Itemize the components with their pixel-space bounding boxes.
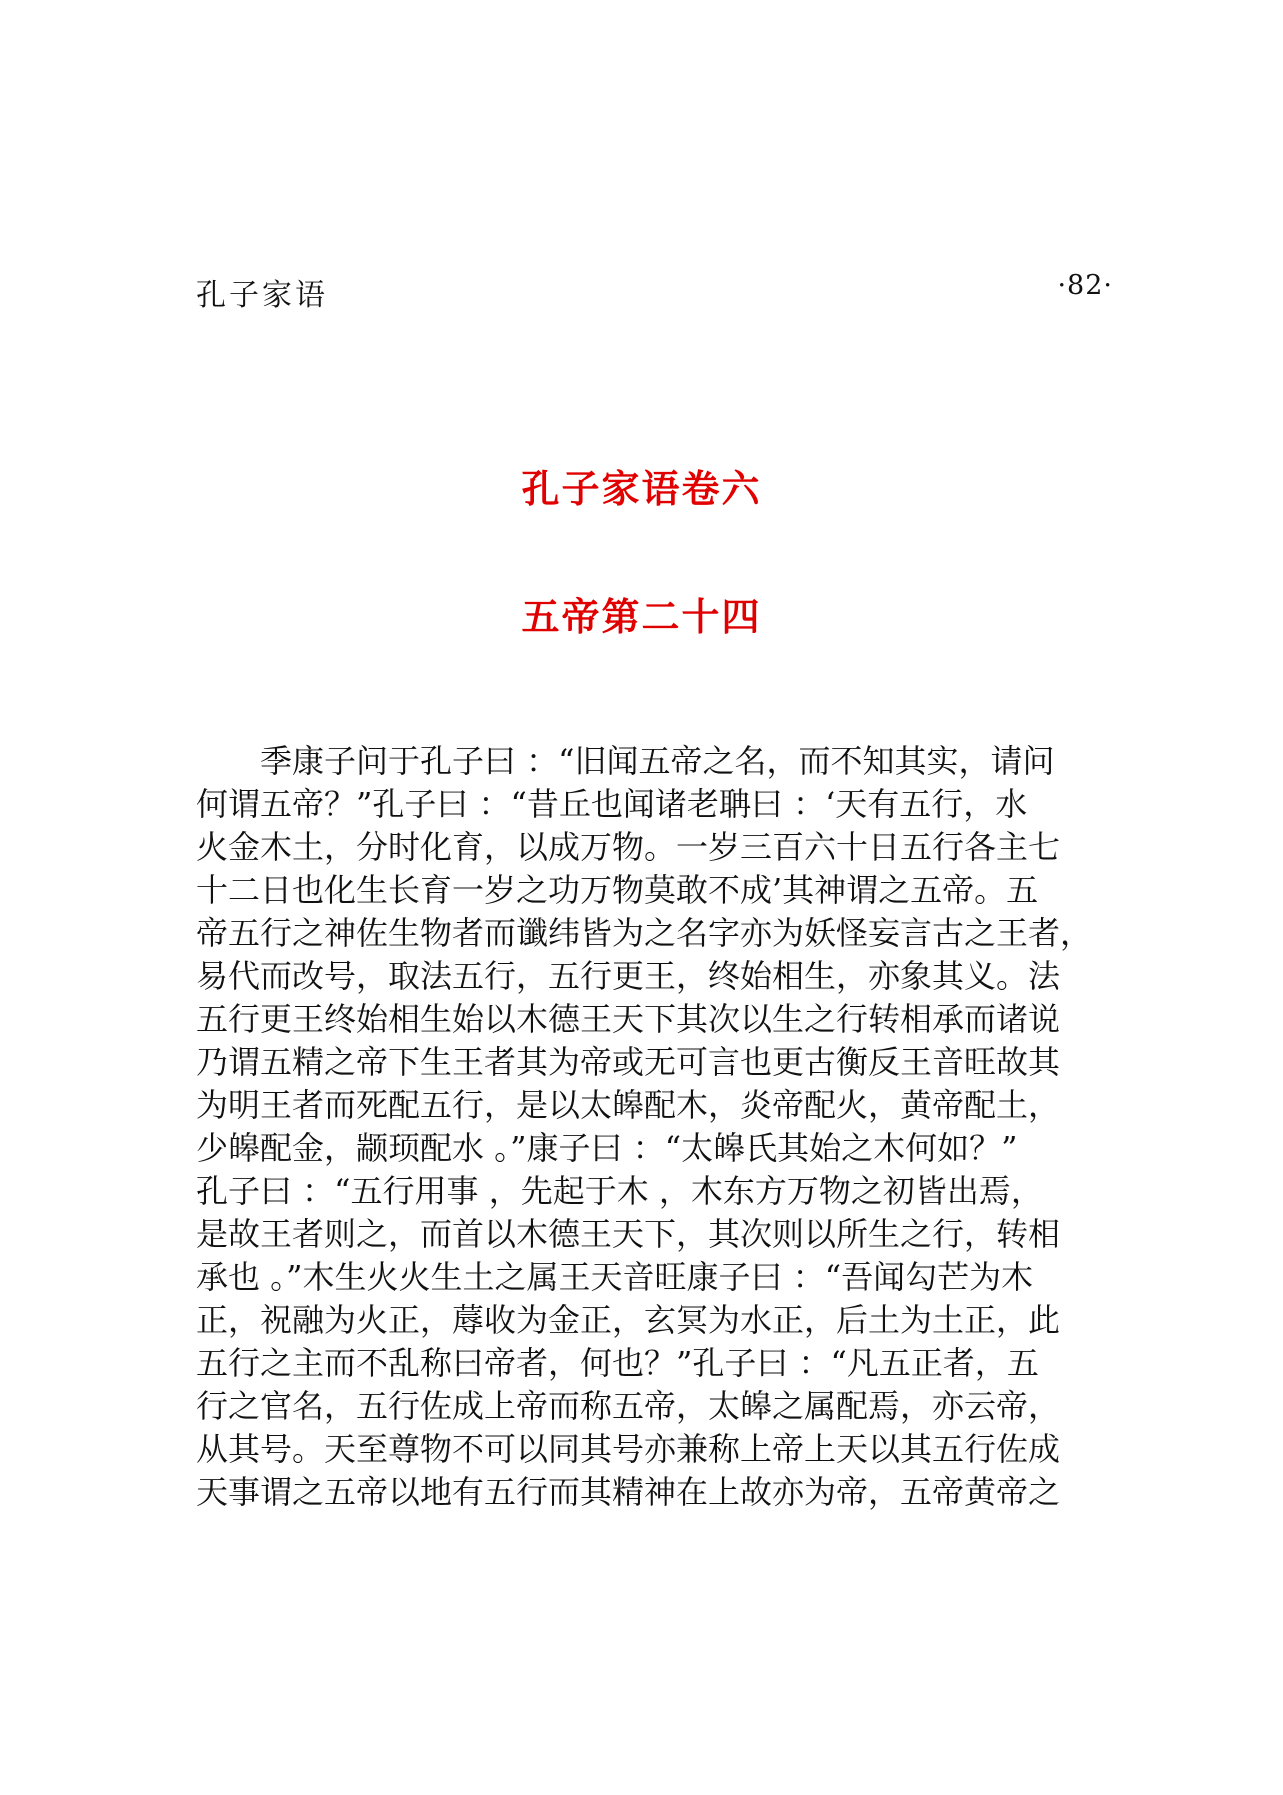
text-line: 火金木土，分时化育，以成万物。一岁三百六十日五行各主七 (196, 828, 1061, 866)
text-line: 是故王者则之，而首以木德王天下，其次则以所生之行，转相 (196, 1215, 1061, 1253)
running-header-book-title: 孔子家语 (196, 278, 328, 313)
volume-title: 孔子家语卷六 (521, 467, 762, 511)
text-line: 孔子曰 ：“五行用事 ，先起于木 ，木东方万物之初皆出焉， (196, 1172, 1043, 1210)
text-line: 正，祝融为火正，蓐收为金正，玄冥为水正，后土为土正，此 (196, 1301, 1061, 1339)
text-line: 易代而改号，取法五行，五行更王，终始相生，亦象其义。法 (196, 957, 1061, 995)
text-line: 乃谓五精之帝下生王者其为帝或无可言也更古衡反王音旺故其 (196, 1043, 1061, 1081)
body-text (196, 740, 1096, 1514)
text-line: 天事谓之五帝以地有五行而其精神在上故亦为帝，五帝黄帝之 (196, 1473, 1061, 1511)
text-line: 帝五行之神佐生物者而谶纬皆为之名字亦为妖怪妄言古之王者， (196, 914, 1093, 952)
text-line: 少皞配金，颛顼配水 。”康子曰 ：“太皞氏其始之木何如？” (196, 1129, 1018, 1167)
text-line: 行之官名，五行佐成上帝而称五帝，太皞之属配焉，亦云帝， (196, 1387, 1061, 1425)
text-line: 承也 。”木生火火生土之属王天音旺康子曰 ：“吾闻勾芒为木 (196, 1258, 1034, 1296)
text-line: 从其号。天至尊物不可以同其号亦兼称上帝上天以其五行佐成 (196, 1430, 1061, 1468)
text-line: 季康子问于孔子曰 ：“旧闻五帝之名，而不知其实，请问 (260, 742, 1055, 780)
text-line: 五行更王终始相生始以木德王天下其次以生之行转相承而诸说 (196, 1000, 1061, 1038)
text-line: 何谓五帝？”孔子曰 ：“昔丘也闻诸老聃曰 ：‘天有五行，水 (196, 785, 1028, 823)
text-line: 十二日也化生长育一岁之功万物莫敢不成’其神谓之五帝。五 (196, 871, 1039, 909)
text-line: 为明王者而死配五行，是以太皞配木，炎帝配火，黄帝配土， (196, 1086, 1061, 1124)
page-number: ·82· (1057, 270, 1113, 301)
chapter-title: 五帝第二十四 (521, 595, 762, 639)
text-line: 五行之主而不乱称曰帝者，何也？”孔子曰 ：“凡五正者，五 (196, 1344, 1039, 1382)
